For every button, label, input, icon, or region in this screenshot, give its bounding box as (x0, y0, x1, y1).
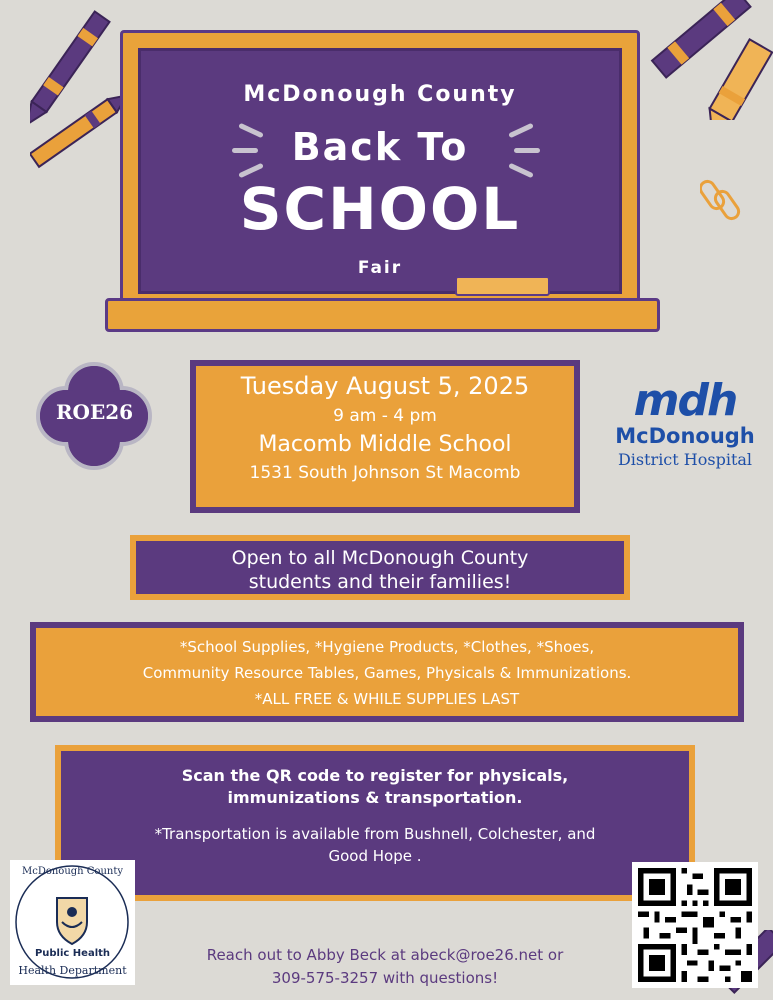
register-line-2: immunizations & transportation. (227, 788, 523, 807)
contact-info (150, 944, 620, 990)
back-to-heading: Back To (291, 125, 469, 169)
fair-heading: Fair (357, 258, 403, 278)
eraser-icon (455, 276, 550, 296)
health-dept-bottom-text: Health Department (18, 964, 127, 977)
offerings-box (30, 622, 744, 722)
event-date: Tuesday August 5, 2025 (240, 372, 530, 400)
crayon-right-illustration (640, 0, 773, 120)
registration-box (55, 745, 695, 901)
event-venue: Macomb Middle School (258, 432, 512, 457)
crayon-left-illustration (30, 10, 130, 200)
chalkboard-ledge (105, 298, 660, 332)
registration-qr-code[interactable] (632, 862, 758, 988)
paperclip-icon (700, 175, 750, 225)
event-time: 9 am - 4 pm (333, 406, 437, 426)
health-department-logo (10, 860, 135, 985)
chalk-dash-decoration (514, 148, 540, 153)
event-address: 1531 South Johnson St Macomb (249, 463, 521, 483)
audience-line-2: students and their families! (248, 571, 512, 593)
offerings-line-3: *ALL FREE & WHILE SUPPLIES LAST (254, 690, 520, 708)
county-heading: McDonough County (243, 82, 517, 107)
offerings-line-1: *School Supplies, *Hygiene Products, *Clothes, *Shoes, (179, 638, 595, 656)
offerings-line-2: Community Resource Tables, Games, Physicals & Immunizations. (142, 664, 632, 682)
audience-line-1: Open to all McDonough County (231, 547, 529, 569)
mdh-logo-name: McDonough (615, 424, 755, 448)
register-line-1: Scan the QR code to register for physicals, (181, 766, 569, 785)
health-dept-mid-text: Public Health (34, 948, 111, 959)
transport-line-1: *Transportation is available from Bushnell, Colchester, and (154, 825, 596, 843)
transport-line-2: Good Hope . (328, 847, 422, 865)
event-details-box (190, 360, 580, 513)
roe26-logo-text: ROE26 (55, 400, 134, 424)
health-dept-top-text: McDonough County (21, 866, 124, 877)
school-heading: SCHOOL (239, 175, 521, 243)
mdh-logo-subtitle: District Hospital (617, 450, 753, 469)
audience-box (130, 535, 630, 600)
chalk-dash-decoration (232, 148, 258, 153)
qr-code-icon (638, 868, 752, 982)
contact-line-2: 309-575-3257 with questions! (271, 969, 499, 987)
mdh-logo-mark: mdh (633, 375, 737, 426)
contact-line-1: Reach out to Abby Beck at abeck@roe26.net or (206, 946, 564, 964)
